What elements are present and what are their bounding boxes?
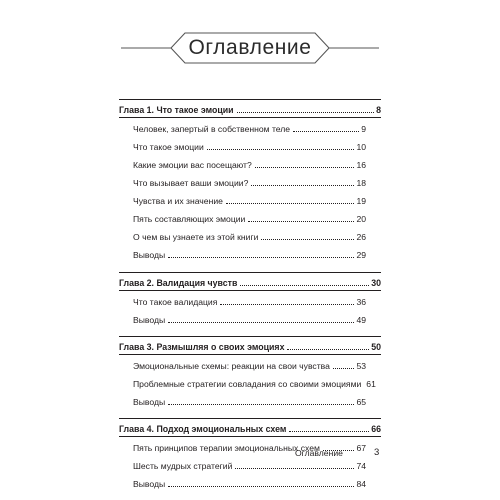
item-page: 74 <box>356 461 366 472</box>
item-page: 29 <box>356 250 366 261</box>
item-page: 26 <box>356 232 366 243</box>
toc-chapter-3[interactable] <box>119 338 381 352</box>
toc-item[interactable] <box>133 393 366 407</box>
dot-leader <box>207 148 355 150</box>
item-title: О чем вы узнаете из этой книги <box>133 232 259 243</box>
toc-item[interactable] <box>133 192 366 206</box>
toc-chapter-4[interactable] <box>119 420 381 434</box>
dot-leader <box>168 256 354 258</box>
dot-leader <box>168 403 354 405</box>
chapter-4-bottom-rule <box>119 436 381 437</box>
item-page: 36 <box>356 297 366 308</box>
toc-item[interactable] <box>133 311 366 325</box>
chapter-title: Глава 2. Валидация чувств <box>119 278 238 289</box>
dot-leader <box>251 184 354 186</box>
toc-item[interactable] <box>133 375 376 390</box>
dot-leader <box>237 111 375 113</box>
toc-item[interactable] <box>133 156 366 170</box>
item-title: Чувства и их значение <box>133 196 223 207</box>
item-title: Что такое валидация <box>133 297 218 308</box>
item-page: 49 <box>356 315 366 326</box>
chapter-title: Глава 1. Что такое эмоции <box>119 105 234 116</box>
dot-leader <box>293 130 359 132</box>
dot-leader <box>220 303 354 305</box>
item-page: 10 <box>356 142 366 153</box>
item-title: Выводы <box>133 397 166 408</box>
item-title: Шесть мудрых стратегий <box>133 461 233 472</box>
chapter-page: 8 <box>376 105 381 116</box>
item-title: Что такое эмоции <box>133 142 204 153</box>
dot-leader <box>226 202 355 204</box>
toc-item[interactable] <box>133 120 366 134</box>
chapter-2-bottom-rule <box>119 290 381 291</box>
item-page: 9 <box>361 124 366 135</box>
chapter-3-top-rule <box>119 336 381 337</box>
item-title: Проблемные стратегии совладания со своими эмоциями <box>133 379 362 390</box>
dot-leader <box>235 467 354 469</box>
toc-item[interactable] <box>133 228 366 242</box>
dot-leader <box>248 220 354 222</box>
item-page: 61 <box>366 379 376 390</box>
item-page: 53 <box>356 361 366 372</box>
dot-leader <box>289 430 369 432</box>
item-page: 16 <box>356 160 366 171</box>
toc-item[interactable] <box>133 475 366 489</box>
toc-chapter-2[interactable] <box>119 274 381 288</box>
dot-leader <box>261 238 354 240</box>
dot-leader <box>333 367 355 369</box>
toc-item[interactable] <box>133 138 366 152</box>
dot-leader <box>168 485 354 487</box>
toc-item[interactable] <box>133 293 366 307</box>
dot-leader <box>255 166 355 168</box>
toc-item[interactable] <box>133 246 366 260</box>
item-page: 84 <box>356 479 366 490</box>
item-title: Какие эмоции вас посещают? <box>133 160 252 171</box>
item-title: Что вызывает ваши эмоции? <box>133 178 249 189</box>
toc-item[interactable] <box>133 357 366 371</box>
item-page: 20 <box>356 214 366 225</box>
item-title: Пять составляющих эмоции <box>133 214 246 225</box>
toc-chapter-1[interactable] <box>119 101 381 115</box>
toc-item[interactable] <box>133 174 366 188</box>
toc-item[interactable] <box>133 457 366 471</box>
item-page: 67 <box>356 443 366 454</box>
chapter-page: 30 <box>371 278 381 289</box>
chapter-2-top-rule <box>119 272 381 273</box>
dot-leader <box>240 284 369 286</box>
item-page: 19 <box>356 196 366 207</box>
chapter-1-bottom-rule <box>119 117 381 118</box>
chapter-page: 66 <box>371 424 381 435</box>
toc-item[interactable] <box>133 210 366 224</box>
item-title: Выводы <box>133 250 166 261</box>
page-number: 3 <box>374 447 380 458</box>
chapter-3-bottom-rule <box>119 354 381 355</box>
chapter-title: Глава 4. Подход эмоциональных схем <box>119 424 287 435</box>
chapter-4-top-rule <box>119 418 381 419</box>
item-title: Человек, запертый в собственном теле <box>133 124 291 135</box>
chapter-title: Глава 3. Размышляя о своих эмоциях <box>119 342 285 353</box>
dot-leader <box>287 348 369 350</box>
item-title: Эмоциональные схемы: реакции на свои чувства <box>133 361 330 372</box>
item-title: Выводы <box>133 315 166 326</box>
page-title: Оглавление <box>188 36 312 59</box>
item-page: 18 <box>356 178 366 189</box>
item-page: 65 <box>356 397 366 408</box>
running-footer-section: Оглавление <box>295 448 343 458</box>
item-title: Выводы <box>133 479 166 490</box>
chapter-1-top-rule <box>119 99 381 100</box>
title-banner <box>121 32 379 64</box>
item-title: Пять принципов терапии эмоциональных схем <box>133 443 320 454</box>
chapter-page: 50 <box>371 342 381 353</box>
dot-leader <box>168 321 354 323</box>
